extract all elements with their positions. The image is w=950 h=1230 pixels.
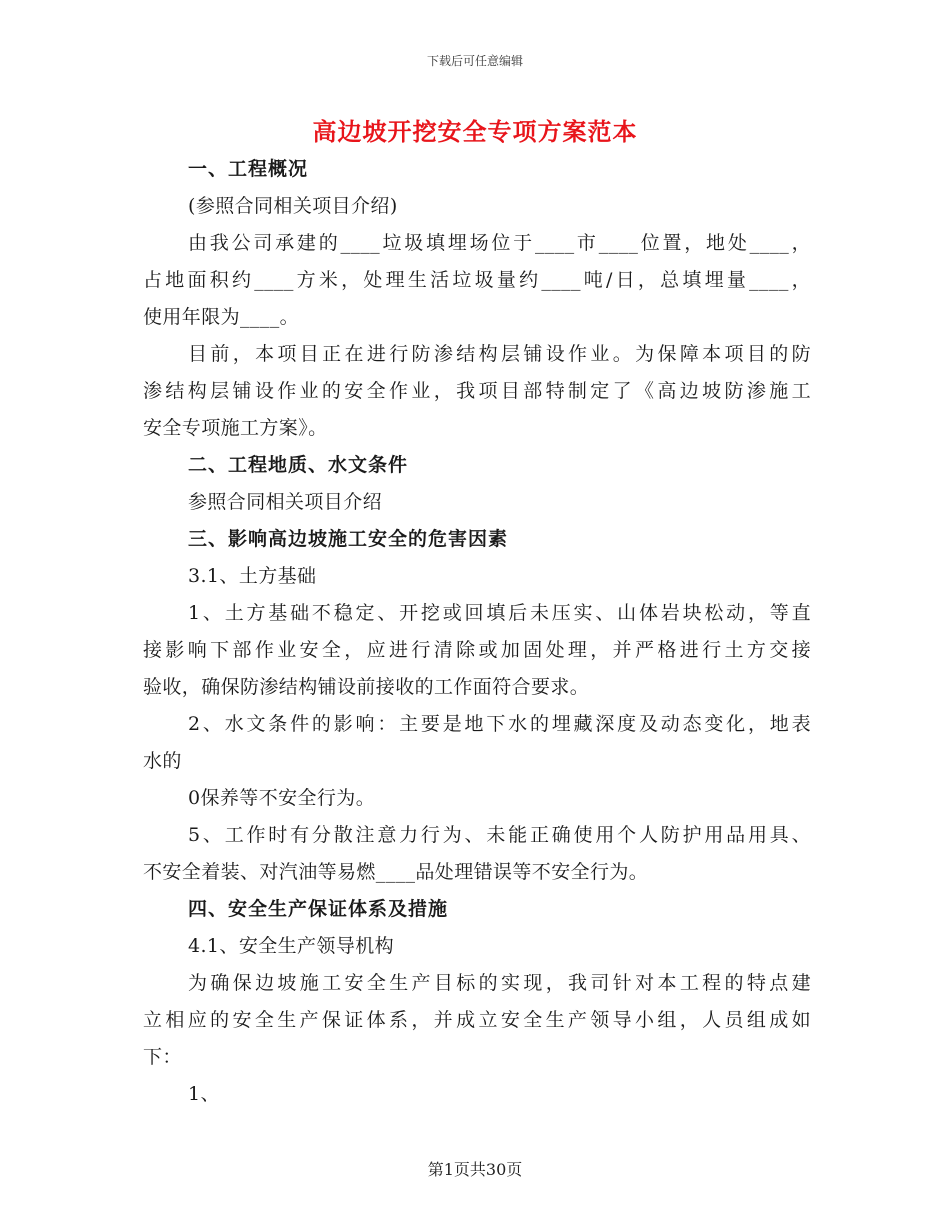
paragraph-line: 水的	[143, 750, 182, 772]
paragraph-line: 0保养等不安全行为。	[188, 787, 376, 809]
paragraph-line: 5、工作时有分散注意力行为、未能正确使用个人防护用品用具、	[188, 824, 811, 846]
paragraph-line: 渗结构层铺设作业的安全作业，我项目部特制定了《高边坡防渗施工	[143, 380, 811, 402]
paragraph-line: 为确保边坡施工安全生产目标的实现，我司针对本工程的特点建	[188, 972, 811, 994]
paragraph-line: (参照合同相关项目介绍)	[188, 195, 398, 217]
document-title: 高边坡开挖安全专项方案范本	[312, 117, 638, 146]
section-heading-2: 二、工程地质、水文条件	[188, 454, 409, 476]
paragraph-line: 验收，确保防渗结构铺设前接收的工作面符合要求。	[143, 676, 590, 698]
paragraph-line: 2、水文条件的影响：主要是地下水的埋藏深度及动态变化，地表	[188, 713, 811, 735]
section-heading-1: 一、工程概况	[188, 158, 309, 180]
document-body	[143, 151, 811, 1113]
paragraph-line: 1、土方基础不稳定、开挖或回填后未压实、山体岩块松动，等直	[188, 602, 811, 624]
section-heading-4: 四、安全生产保证体系及措施	[188, 898, 449, 920]
paragraph-line: 参照合同相关项目介绍	[188, 491, 383, 513]
paragraph-line: 不安全着装、对汽油等易燃____品处理错误等不安全行为。	[143, 861, 649, 883]
paragraph-line: 安全专项施工方案》。	[143, 417, 328, 439]
page-footer: 第1页共30页	[427, 1160, 523, 1179]
paragraph-line: 目前，本项目正在进行防渗结构层铺设作业。为保障本项目的防	[188, 343, 811, 365]
list-item: 1、	[188, 1083, 220, 1105]
paragraph-line: 下：	[143, 1046, 182, 1068]
paragraph-line: 占地面积约____方米，处理生活垃圾量约____吨/日，总填埋量____，	[143, 269, 811, 291]
paragraph-line: 由我公司承建的____垃圾填埋场位于____市____位置，地处____，	[188, 232, 811, 254]
paragraph-line: 接影响下部作业安全，应进行清除或加固处理，并严格进行土方交接	[143, 639, 811, 661]
section-heading-3: 三、影响高边坡施工安全的危害因素	[188, 528, 509, 550]
header-note: 下载后可任意编辑	[426, 54, 523, 68]
paragraph-line: 使用年限为____。	[143, 306, 300, 328]
paragraph-line: 立相应的安全生产保证体系，并成立安全生产领导小组，人员组成如	[143, 1009, 811, 1031]
subsection-heading: 3.1、土方基础	[188, 565, 317, 587]
subsection-heading: 4.1、安全生产领导机构	[188, 935, 395, 957]
